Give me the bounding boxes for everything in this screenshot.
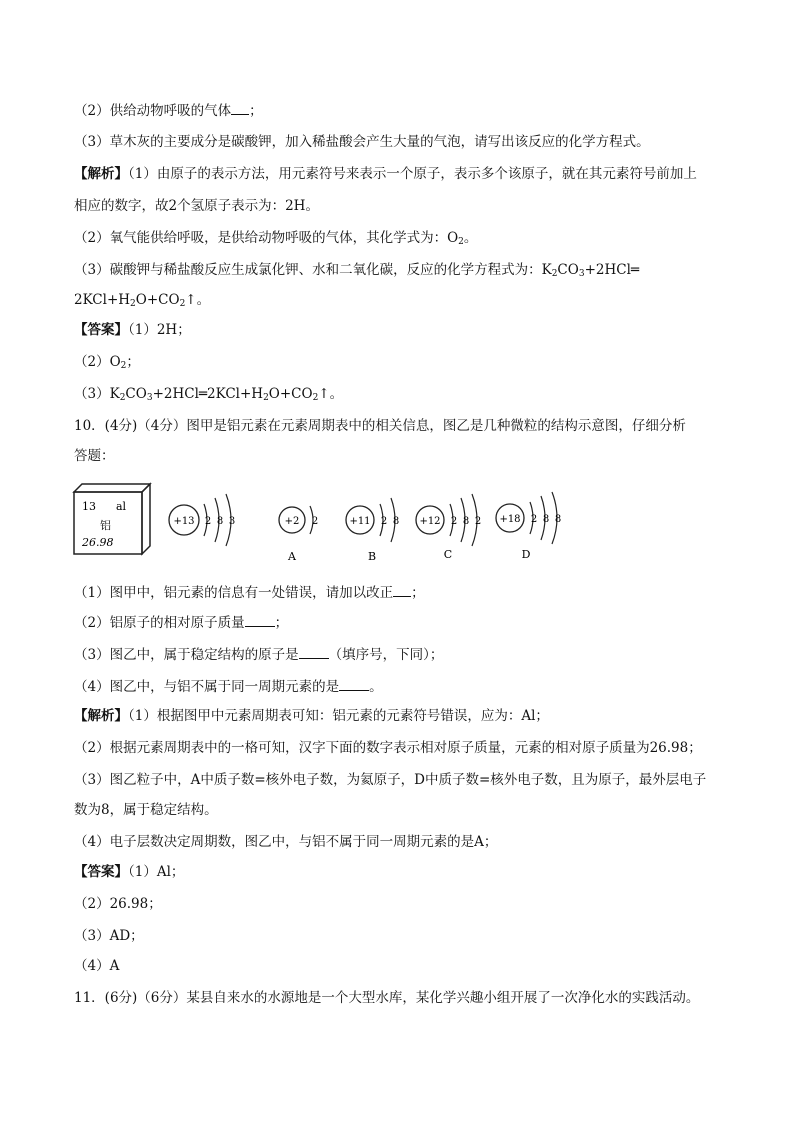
particle-a-diagram (279, 506, 318, 563)
particle-d-shell-1: 2 (530, 514, 538, 525)
al-atom-diagram (169, 494, 235, 546)
particle-c-shell-3: 2 (474, 516, 482, 527)
particle-b-shell-2: 8 (392, 516, 400, 527)
text-line: 相应的数字，故2个氢原子表示为：2H。 (74, 198, 319, 214)
text-line: （3）图乙粒子中，A中质子数=核外电子数，为氦原子，D中质子数=核外电子数，且为原子，最外层电子 (74, 772, 707, 788)
particle-d-shell-2: 8 (542, 514, 550, 525)
figure-svg (70, 482, 590, 568)
text-line: （4）图乙中，与铝不属于同一周期元素的是 。 (74, 676, 383, 697)
particle-c-nucleus: +12 (419, 516, 441, 527)
analysis-label: 【解析】 (74, 166, 128, 182)
atomic-structure-figure (70, 482, 590, 568)
answer-line: 【答案】（1）2H； (74, 322, 191, 338)
al-shell-1: 2 (204, 516, 212, 527)
answer-blank (299, 644, 329, 659)
text-line: （4）电子层数决定周期数，图乙中，与铝不属于同一周期元素的是A； (74, 834, 498, 850)
text-line: $2KCl+H_2O+CO_2↑$。 (74, 292, 211, 309)
particle-a-shell-1: 2 (311, 516, 319, 527)
particle-c-shell-2: 8 (462, 516, 470, 527)
text-line: （2）根据元素周期表中的一格可知，汉字下面的数字表示相对原子质量，元素的相对原子质量为26.98； (74, 740, 702, 756)
question-10-line: 10．(4分)（4分）图甲是铝元素在元素周期表中的相关信息，图乙是几种微粒的结构示意图，仔细分析 (74, 418, 686, 434)
text-line: （2）铝原子的相对原子质量 ； (74, 612, 288, 633)
particle-d-label: D (521, 548, 531, 561)
text-line: （4）A (74, 958, 120, 974)
text-line: $(2)O_2$； (74, 354, 140, 371)
al-shell-3: 3 (228, 516, 236, 527)
answer-label: 【答案】 (74, 864, 128, 880)
answer-blank (231, 100, 249, 115)
analysis-line: 【解析】（1）根据图甲中元素周期表可知：铝元素的元素符号错误，应为：Al； (74, 708, 549, 724)
al-shell-2: 8 (216, 516, 224, 527)
tile-number: 13 (82, 500, 96, 513)
answer-label: 【答案】 (74, 322, 128, 338)
text-line: （3）碳酸钾与稀盐酸反应生成氯化钾、水和二氧化碳，反应的化学方程式为：$K_2CO_3+2HCl═$ (74, 262, 640, 279)
particle-a-label: A (288, 550, 296, 563)
question-11-line: 11．(6分)（6分）某县自来水的水源地是一个大型水库，某化学兴趣小组开展了一次净化水的实践活动。 (74, 990, 700, 1006)
tile-name: 铝 (100, 519, 111, 532)
analysis-line: 【解析】（1）由原子的表示方法，用元素符号来表示一个原子，表示多个该原子，就在其元素符号前加上 (74, 166, 697, 182)
text-line: （3）图乙中，属于稳定结构的原子是 （填序号，下同）； (74, 644, 443, 665)
answer-line: 【答案】（1）Al； (74, 864, 185, 880)
analysis-label: 【解析】 (74, 708, 128, 724)
particle-c-label: C (443, 548, 453, 561)
answer-blank (245, 612, 275, 627)
text-line: （2）供给动物呼吸的气体 ； (74, 100, 263, 121)
particle-c-diagram (416, 494, 481, 561)
text-line: （1）图甲中，铝元素的信息有一处错误，请加以改正 ； (74, 582, 425, 603)
text-line: （3）AD； (74, 928, 144, 944)
particle-b-diagram (346, 498, 399, 563)
tile-symbol: al (116, 500, 127, 513)
answer-blank (339, 676, 369, 691)
text-line: $(3)K_2CO_3+2HCl═2KCl+H_2O+CO_2↑$。 (74, 386, 344, 403)
particle-d-diagram (496, 492, 561, 561)
answer-blank (393, 582, 411, 597)
particle-d-shell-3: 8 (554, 514, 562, 525)
text-line: （3）草木灰的主要成分是碳酸钾，加入稀盐酸会产生大量的气泡，请写出该反应的化学方程式。 (74, 134, 650, 150)
particle-b-shell-1: 2 (380, 516, 388, 527)
text-line: 数为8，属于稳定结构。 (74, 802, 218, 818)
text-line: （2）26.98； (74, 896, 162, 912)
text-line: （2）氧气能供给呼吸，是供给动物呼吸的气体，其化学式为：$O_2$。 (74, 230, 478, 247)
particle-b-nucleus: +11 (349, 516, 371, 527)
particle-b-label: B (367, 550, 377, 563)
al-nucleus: +13 (173, 516, 195, 527)
tile-mass: 26.98 (82, 536, 114, 549)
particle-a-nucleus: +2 (284, 516, 300, 527)
text-line: 答题： (74, 448, 115, 464)
particle-d-nucleus: +18 (499, 514, 521, 525)
particle-c-shell-1: 2 (450, 516, 458, 527)
